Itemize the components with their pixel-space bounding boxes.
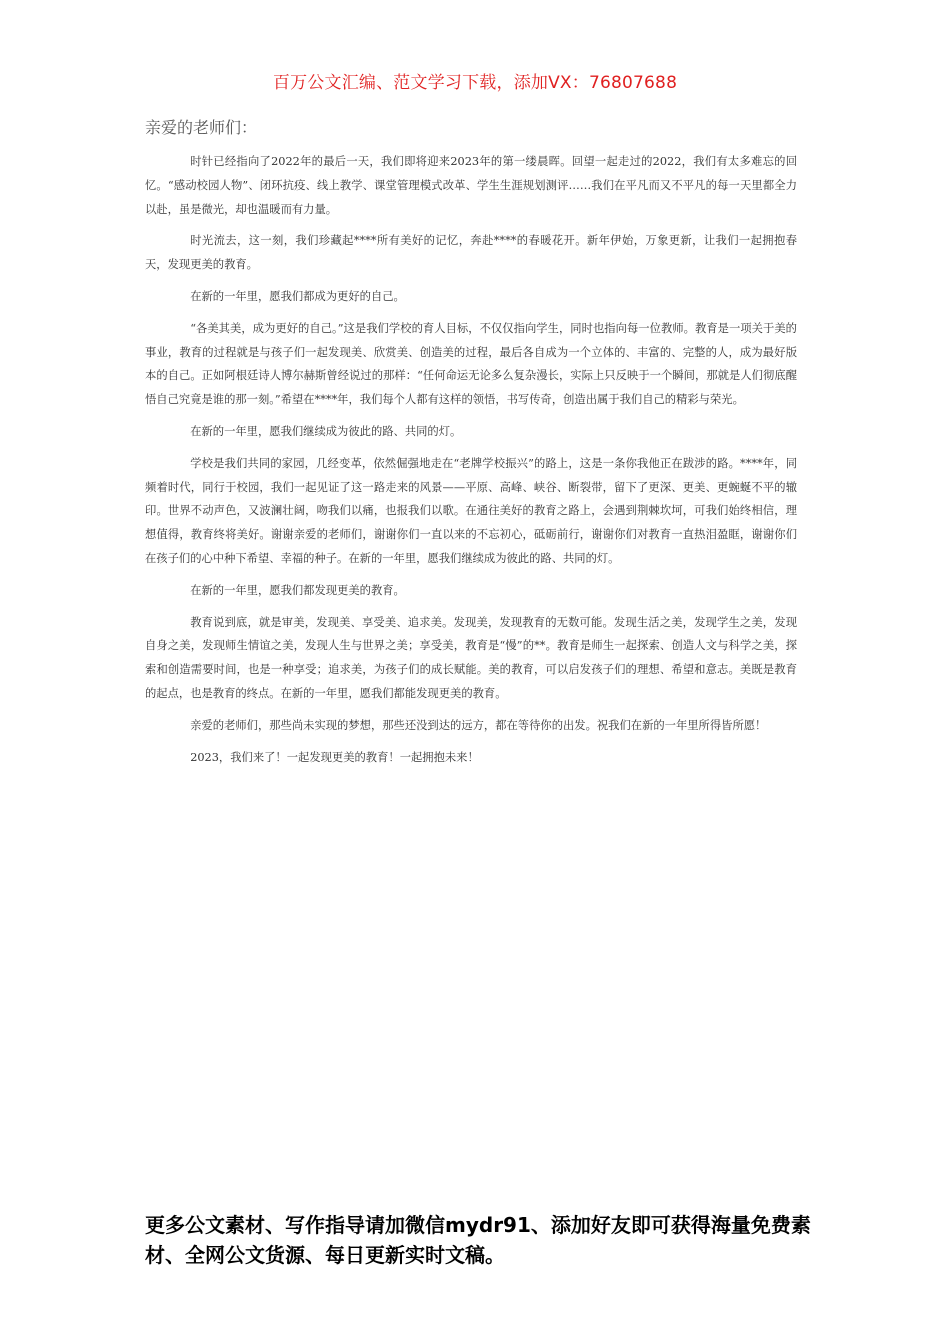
paragraph-8: 教育说到底，就是审美，发现美、享受美、追求美。发现美，发现教育的无数可能。发现生活之美，发现学生之美，发现自身之美，发现师生情谊之美，发现人生与世界之美；享受美，教育是“慢”的**。教育是师生一起探索、创造人文与科学之美，探索和创造需要时间，也是一种享受；追求美，为孩子们的成长赋能。美的教育，可以启发孩子们的理想、希望和意志。美既是教育的起点，也是教育的终点。在新的一年里，愿我们都能发现更美的教育。 [145, 615, 797, 700]
paragraph-7: 在新的一年里，愿我们都发现更美的教育。 [190, 583, 405, 597]
letter-salutation: 亲爱的老师们： [145, 118, 258, 137]
paragraph-2: 时光流去，这一刻，我们珍藏起****所有美好的记忆，奔赴****的春暖花开。新年伊始，万象更新，让我们一起拥抱春天，发现更美的教育。 [145, 234, 797, 272]
paragraph-5: 在新的一年里，愿我们继续成为彼此的路、共同的灯。 [190, 424, 462, 438]
paragraph-10: 2023，我们来了！一起发现更美的教育！一起拥抱未来！ [190, 750, 479, 764]
paragraph-3: 在新的一年里，愿我们都成为更好的自己。 [190, 289, 405, 303]
header-promo-text: 百万公文汇编、范文学习下载，添加VX：76807688 [272, 73, 678, 93]
paragraph-1: 时针已经指向了2022年的最后一天，我们即将迎来2023年的第一缕晨晖。回望一起走过的2022，我们有太多难忘的回忆。“感动校园人物”、闭环抗疫、线上教学、课堂管理模式改革、学生生涯规划测评……我们在平凡而又不平凡的每一天里都全力以赴，虽是微光，却也温暖而有力量。 [145, 155, 797, 216]
paragraph-9: 亲爱的老师们，那些尚未实现的梦想，那些还没到达的远方，都在等待你的出发。祝我们在新的一年里所得皆所愿！ [190, 718, 767, 732]
paragraph-4: “各美其美，成为更好的自己。”这是我们学校的育人目标，不仅仅指向学生，同时也指向每一位教师。教育是一项关于美的事业，教育的过程就是与孩子们一起发现美、欣赏美、创造美的过程，最后各自成为一个立体的、丰富的、完整的人，成为最好版本的自己。正如阿根廷诗人博尔赫斯曾经说过的那样：“任何命运无论多么复杂漫长，实际上只反映于一个瞬间，那就是人们彻底醒悟自己究竟是谁的那一刻。”希望在****年，我们每个人都有这样的领悟，书写传奇，创造出属于我们自己的精彩与荣光。 [145, 321, 797, 407]
footer-promo-text: 更多公文素材、写作指导请加微信mydr91、添加好友即可获得海量免费素材、全网公文货源、每日更新实时文稿。 [145, 1213, 811, 1267]
letter-body [145, 116, 797, 777]
paragraph-6: 学校是我们共同的家园，几经变革，依然倔强地走在“老牌学校振兴”的路上，这是一条你我他正在跋涉的路。****年，同频着时代，同行于校园，我们一起见证了这一路走来的风景——平原、高峰、峡谷、断裂带，留下了更深、更美、更蜿蜒不平的辙印。世界不动声色，又波澜壮阔，吻我们以痛，也报我们以歌。在通往美好的教育之路上，会遇到荆棘坎坷，可我们始终相信，理想值得，教育终将美好。谢谢亲爱的老师们，谢谢你们一直以来的不忘初心，砥砺前行，谢谢你们对教育一直热泪盈眶，谢谢你们在孩子们的心中种下希望、幸福的种子。在新的一年里，愿我们继续成为彼此的路、共同的灯。 [145, 456, 797, 565]
